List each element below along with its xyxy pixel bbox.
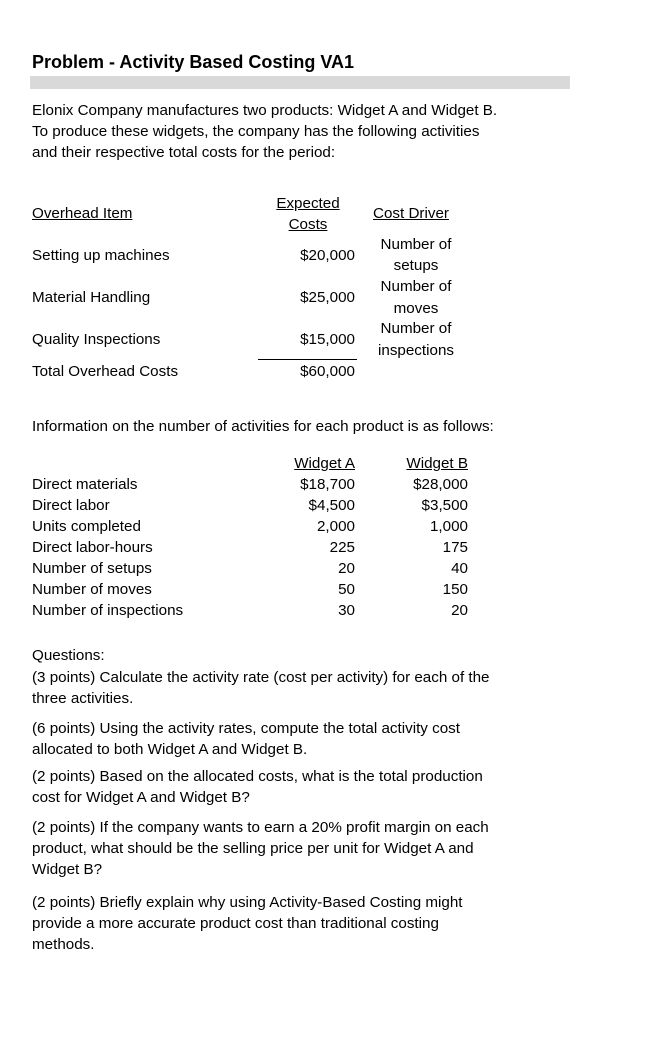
activity-row-widget-a: $18,700 xyxy=(300,476,355,493)
question-line: (2 points) Briefly explain why using Activity-Based Costing might xyxy=(32,894,463,911)
overhead-item-header: Overhead Item xyxy=(32,205,133,222)
overhead-row-driver-line2: moves xyxy=(393,300,439,317)
overhead-row-cost: $25,000 xyxy=(300,289,355,306)
questions-heading: Questions: xyxy=(32,647,105,664)
question-line: cost for Widget A and Widget B? xyxy=(32,789,250,806)
intro-line: To produce these widgets, the company has the following activities xyxy=(32,123,480,140)
overhead-row-item: Quality Inspections xyxy=(32,331,161,348)
total-overhead-cost: $60,000 xyxy=(300,363,355,380)
expected-costs-header-line1: Expected xyxy=(276,195,340,212)
activity-row-widget-b: 150 xyxy=(442,581,468,598)
overhead-row-driver-line1: Number of xyxy=(380,278,452,295)
question-line: (2 points) Based on the allocated costs, what is the total production xyxy=(32,768,483,785)
question-line: (2 points) If the company wants to earn a 20% profit margin on each xyxy=(32,819,489,836)
activity-row-label: Number of inspections xyxy=(32,602,184,619)
overhead-row-driver-line2: inspections xyxy=(378,342,454,359)
activity-row-widget-a: 20 xyxy=(338,560,355,577)
activity-row-widget-a: 2,000 xyxy=(316,518,355,535)
overhead-row-driver-line1: Number of xyxy=(380,236,452,253)
total-overhead-label: Total Overhead Costs xyxy=(32,363,179,380)
activity-row-widget-b: $28,000 xyxy=(413,476,468,493)
question-item xyxy=(32,892,592,955)
overhead-row-cost: $15,000 xyxy=(300,331,355,348)
page-title: Problem - Activity Based Costing VA1 xyxy=(32,52,355,72)
question-item xyxy=(32,667,592,709)
cost-driver-header: Cost Driver xyxy=(373,205,449,222)
title-divider-bar xyxy=(30,76,570,89)
activity-row-label: Direct labor xyxy=(32,497,110,514)
question-line: (3 points) Calculate the activity rate (cost per activity) for each of the xyxy=(32,669,490,686)
activity-row-label: Direct labor-hours xyxy=(32,539,153,556)
activity-row-label: Number of moves xyxy=(32,581,152,598)
activities-intro: Information on the number of activities for each product is as follows: xyxy=(32,418,494,435)
intro-line: and their respective total costs for the period: xyxy=(32,144,336,161)
question-line: Widget B? xyxy=(32,861,103,878)
question-line: provide a more accurate product cost than traditional costing xyxy=(32,915,439,932)
question-line: (6 points) Using the activity rates, compute the total activity cost xyxy=(32,720,460,737)
activity-row-widget-b: 40 xyxy=(451,560,468,577)
activity-row-label: Units completed xyxy=(32,518,141,535)
overhead-row-cost: $20,000 xyxy=(300,247,355,264)
total-rule xyxy=(258,359,357,360)
widget-a-header: Widget A xyxy=(294,455,355,472)
overhead-row-driver-line2: setups xyxy=(393,257,439,274)
activity-row-widget-a: $4,500 xyxy=(308,497,355,514)
activity-row-widget-b: 1,000 xyxy=(429,518,468,535)
intro-paragraph xyxy=(32,100,592,163)
activity-row-widget-a: 30 xyxy=(338,602,355,619)
question-line: product, what should be the selling price per unit for Widget A and xyxy=(32,840,474,857)
activity-row-widget-b: 175 xyxy=(442,539,468,556)
widget-b-header: Widget B xyxy=(406,455,468,472)
activity-row-widget-b: $3,500 xyxy=(421,497,468,514)
question-item xyxy=(32,718,592,760)
activity-row-widget-a: 225 xyxy=(329,539,355,556)
expected-costs-header-line2: Costs xyxy=(288,216,328,233)
activity-row-widget-b: 20 xyxy=(451,602,468,619)
activity-row-widget-a: 50 xyxy=(338,581,355,598)
question-line: three activities. xyxy=(32,690,134,707)
question-line: methods. xyxy=(32,936,95,953)
overhead-row-item: Material Handling xyxy=(32,289,151,306)
question-item xyxy=(32,817,592,880)
activity-row-label: Direct materials xyxy=(32,476,138,493)
question-line: allocated to both Widget A and Widget B. xyxy=(32,741,308,758)
overhead-row-item: Setting up machines xyxy=(32,247,170,264)
overhead-row-driver-line1: Number of xyxy=(380,320,452,337)
question-item xyxy=(32,766,592,808)
intro-line: Elonix Company manufactures two products: Widget A and Widget B. xyxy=(32,102,498,119)
activity-row-label: Number of setups xyxy=(32,560,152,577)
